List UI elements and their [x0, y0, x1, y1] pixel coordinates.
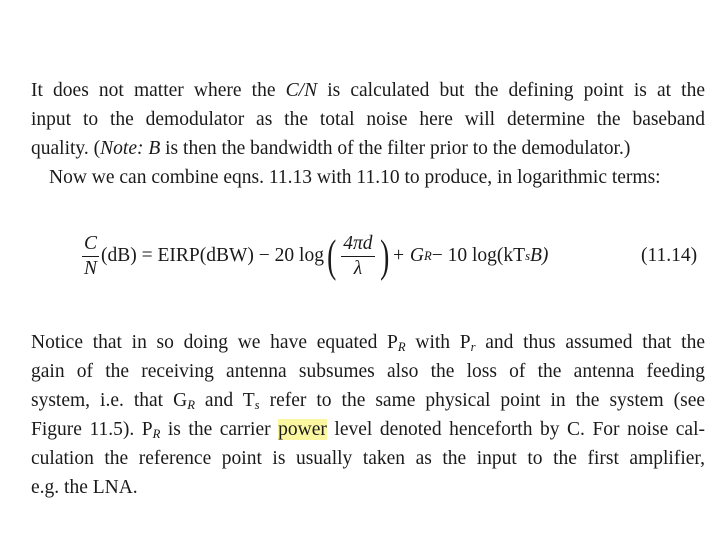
text-line [31, 386, 705, 415]
fraction-denominator: N [84, 257, 98, 279]
text-run: level denoted henceforth by C. For noise cal- [326, 419, 705, 440]
text-line: Now we can combine eqns. 11.13 with 11.10 to produce, in logarithmic terms: [49, 167, 661, 188]
equation-11-14 [80, 224, 720, 288]
subscript: R [152, 427, 161, 442]
text-line: culation the reference point is usually taken as the input to the first amplifier, [31, 448, 705, 469]
text-line [31, 134, 705, 163]
paren-open: ( [327, 230, 337, 281]
b-symbol: B [148, 138, 161, 159]
fraction-denominator: λ [353, 257, 363, 279]
text-line [31, 76, 705, 105]
subscript: R [397, 340, 406, 355]
fraction-numerator: 4πd [343, 232, 373, 254]
text-line: gain of the receiving antenna subsumes also the loss of the antenna feeding [31, 361, 705, 382]
text-run: and thus assumed that the [475, 332, 705, 353]
text-run: Notice that in so doing we have equated P [31, 332, 398, 353]
equation-body [80, 224, 548, 288]
paren-close: ) [379, 230, 389, 281]
subscript: R [187, 398, 195, 413]
text-run: with P [405, 332, 471, 353]
text-line: input to the demodulator as the total noise here will determine the baseband [31, 109, 705, 130]
text-line: e.g. the LNA. [31, 477, 138, 498]
equation-term: B) [530, 245, 549, 266]
subscript: r [470, 340, 476, 355]
paragraph-intro [31, 76, 705, 192]
path-loss-fraction [341, 233, 374, 280]
text-run: is then the bandwidth of the filter prior to the demodulator.) [160, 138, 631, 159]
fraction-numerator: C [84, 232, 98, 254]
text-line [31, 415, 705, 444]
equation-term: − 10 log(kT [431, 245, 526, 266]
equation-term: + G [391, 245, 425, 266]
subscript: s [525, 249, 531, 263]
text-run: refer to the same physical point in the system (see [259, 390, 706, 411]
text-run: Figure 11.5). P [31, 419, 153, 440]
note-label: Note: [100, 138, 144, 159]
text-run: It does not matter where the [31, 80, 286, 101]
paragraph-notice [31, 328, 705, 502]
highlighted-word: power [278, 419, 327, 440]
text-line [31, 328, 705, 357]
cn-fraction [82, 233, 99, 280]
subscript: s [254, 398, 260, 413]
subscript: R [424, 249, 432, 263]
text-run: is the carrier [160, 419, 279, 440]
equation-number: (11.14) [641, 245, 698, 266]
text-run: is calculated but the defining point is at the [317, 80, 706, 101]
equation-term: (dB) = EIRP(dBW) − 20 log [101, 245, 324, 266]
text-run: and T [194, 390, 255, 411]
cn-symbol: C/N [285, 80, 318, 101]
text-run: quality. ( [31, 138, 101, 159]
text-run: system, i.e. that G [31, 390, 188, 411]
